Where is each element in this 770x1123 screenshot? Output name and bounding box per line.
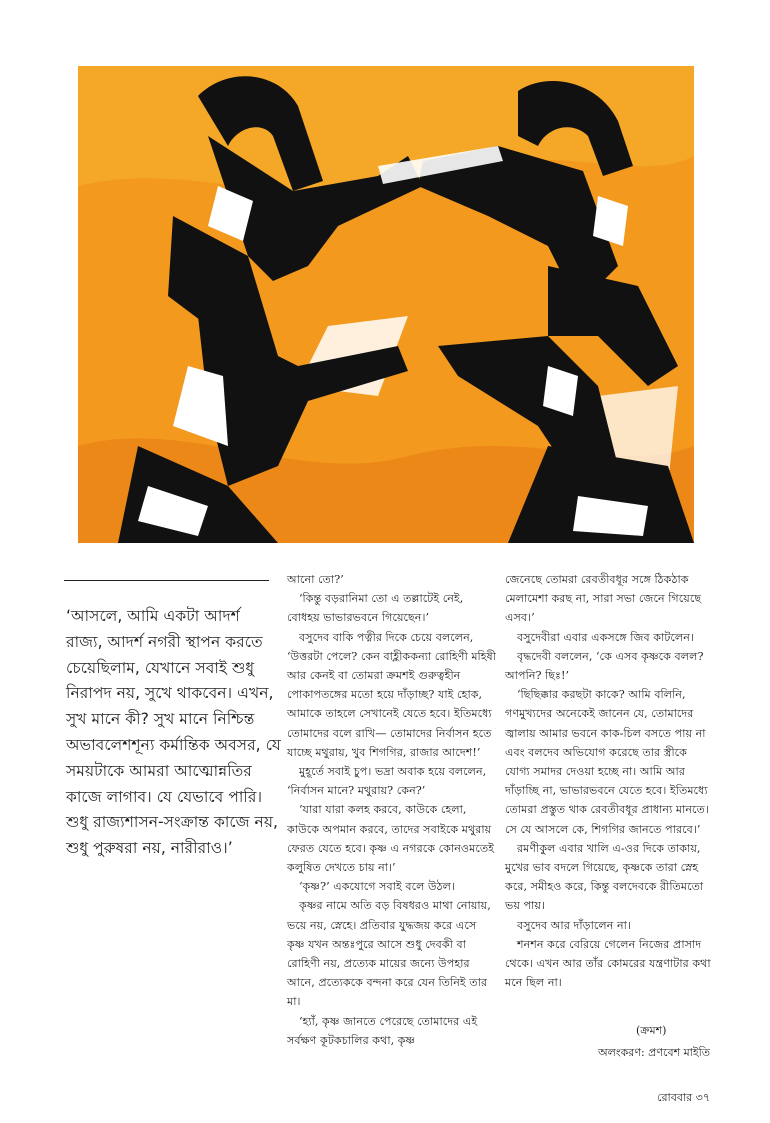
paragraph: মুহূর্তে সবাই চুপ। ভদ্রা অবাক হয়ে বললেন, ‘নির্বাসন মানে? মথুরায়? কেন?’ [287,765,487,798]
to-be-continued: (ক্রমশ) [636,1024,667,1037]
paragraph: জেনেছে তোমরা রেবতীবধূর সঙ্গে ঠিকঠাক মেলামেশা করছ না, সারা সভা জেনে গিয়েছে এসব।’ [505,573,702,625]
paragraph: শনশন করে বেরিয়ে গেলেন নিজের প্রাসাদ থেকে। এখন আর তাঁর কোমরের যন্ত্রণাটার কথা মনে ছিল না। [505,937,711,990]
paragraph: বসুদেবীরা এবার একসঙ্গে জিব কাটলেন। [517,630,694,644]
page-footer: রোববার ৩৭ [657,1091,710,1104]
paragraph: ‘যারা যারা কলহ করবে, কাউকে হেলা, কাউকে অপমান করবে, তাদের সবাইকে মথুরায় ফেরত যেতে হবে। কৃষ্ণ এ নগরকে কোনওমতেই কলুষিত দেখতে চায় না।’ [287,803,495,875]
paragraph: ‘কৃষ্ণ?’ একযোগে সবাই বলে উঠল। [299,880,455,894]
paragraph: ‘কিন্তু বড়রানিমা তো এ তল্লাটেই নেই, বোধহয় ভাভারভবনে গিয়েছেন।’ [287,592,464,625]
paragraph: ‘হ্যাঁ, কৃষ্ণ জানতে পেরেছে তোমাদের এই সর্বক্ষণ কূটকচালির কথা, কৃষ্ণ [287,1014,478,1047]
paragraph: বসুদেব বাকি পত্নীর দিকে চেয়ে বললেন, ‘উত্তরটা পেলে? কেন বাহ্লীককন্যা রোহিণী মহিষী আর কেনই বা তোমরা ক্রমশই গুরুত্বহীন পোকাপতঙ্গের মতো হয়ে দাঁড়াচ্ছ? যাই হোক, আমাকে তাহলে সেখানেই যেতে হবে। ইতিমধ্যে তোমাদের বলে রাখি— তোমাদের নির্বাসন হতে যাচ্ছে মথুরায়, খুব শিগগির, রাজার আদেশ!’ [287,630,496,759]
paragraph: বসুদেব আর দাঁড়ালেন না। [517,918,631,932]
paragraph: আনো তো?’ [287,573,344,586]
illustration-artwork [78,66,694,543]
pull-quote: ‘আসলে, আমি একটা আদর্শ রাজ্য, আদর্শ নগরী স্থাপন করতে চেয়েছিলাম, যেখানে সবাই শুধু নিরাপদ নয়, সুখে থাকবেন। এখন, সুখ মানে কী? সুখ মানে নিশ্চিন্ত অভাবলেশশূন্য কর্মান্তিক অবসর, যে সময়টাকে আমরা আত্মোন্নতির কাজে লাগাব। যে যেভাবে পারি। শুধু রাজ্যশাসন-সংক্রান্ত কাজে নয়, শুধু পুরুষরা নয়, নারীরাও।’ [66,607,281,858]
paragraph: কৃষ্ণর নামে অতি বড় বিষধরও মাথা নোয়ায়, ভয়ে নয়, স্নেহে। প্রতিবার যুদ্ধজয় করে এসে কৃষ্ণ যখন অন্তঃপুরে আসে শুধু দেবকী বা রোহিণী নয়, প্রত্যেক মায়ের জন্যে উপহার আনে, প্রত্যেককে বন্দনা করে যেন তিনিই তার মা। [287,899,491,1009]
pullquote-rule [64,580,269,581]
paragraph: রমণীকুল এবার খালি এ-ওর দিকে তাকায়, মুখের ভাব বদলে গিয়েছে, কৃষ্ণকে তারা স্নেহ করে, সমীহও করে, কিন্তু বলদেবকে রীতিমতো ভয় পায়। [505,841,704,913]
paragraph: ‘ছিছিক্কার করছটা কাকে? আমি বলিনি, গণমুখ্যদের অনেকেই জানেন যে, তোমাদের জ্বালায় আমার ভবনে কাক-চিল বসতে পায় না এবং বলদেব অভিযোগ করেছে তার স্ত্রীকে যোগ্য সমাদর দেওয়া হচ্ছে না। আমি আর দাঁড়াচ্ছি না, ভাভারভবনে যেতে হবে। ইতিমধ্যে তোমরা প্রস্তুত থাক রেবতীবধূর প্রাধান্য মানতে। সে যে আসলে কে, শিগগির জানতে পারবে।’ [505,688,709,836]
paragraph: বৃদ্ধদেবী বললেন, ‘কে এসব কৃষ্ণকে বলল? আপনি? ছিঃ!’ [505,649,704,683]
article-column-2 [505,570,715,992]
illustration-credit: অলংকরণ: প্রণবেশ মাইতি [598,1046,710,1059]
article-column-1 [287,570,497,1050]
story-illustration [78,66,694,543]
